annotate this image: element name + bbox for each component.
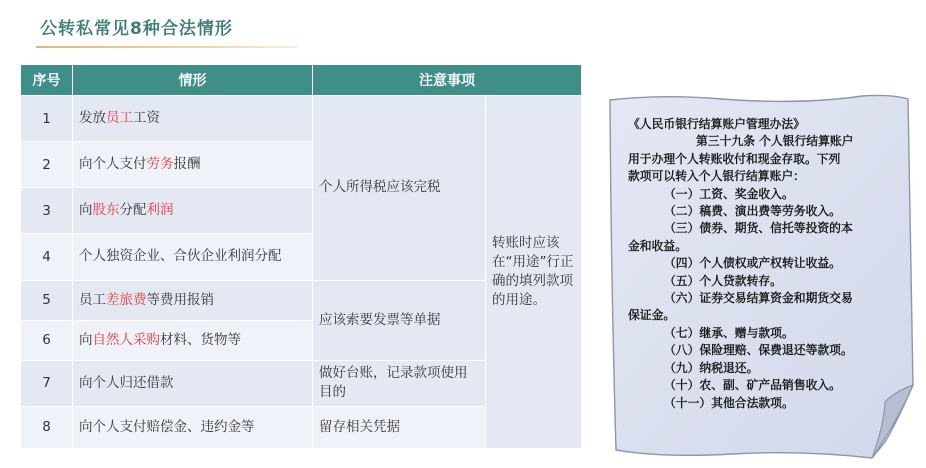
case-cell	[73, 280, 313, 320]
case-cell	[73, 320, 313, 360]
note-general: 转账时应该在“用途”行正确的填列款项的用途。	[486, 96, 582, 449]
regulation-source: 《人民币银行结算账户管理办法》	[628, 117, 805, 131]
header-notes: 注意事项	[313, 65, 582, 96]
page-title: 公转私常见8种合法情形	[40, 19, 233, 39]
regulation-text	[628, 116, 894, 412]
note-invoice: 应该索要发票等单据	[313, 280, 486, 360]
case-text: 员工	[79, 291, 106, 308]
case-cell	[73, 142, 313, 188]
row-number: 4	[21, 234, 73, 280]
row-number: 1	[21, 96, 73, 142]
case-text: 材料、货物等	[160, 331, 241, 348]
table-header-row	[21, 65, 582, 96]
case-text: 等费用报销	[146, 291, 214, 308]
regulation-item: （十）农、副、矿产品销售收入。	[664, 378, 841, 393]
case-text: 向	[79, 202, 93, 219]
case-text: 向个人支付	[79, 156, 147, 173]
case-text: 报酬	[173, 156, 201, 173]
case-cell: 向个人支付赔偿金、违约金等	[73, 406, 313, 448]
regulation-item: （六）证券交易结算资金和期货交易	[664, 291, 853, 306]
regulation-item: （四）个人债权或产权转让收益。	[664, 256, 841, 271]
cases-table	[20, 64, 582, 449]
table-row	[21, 96, 582, 142]
case-cell: 向个人归还借款	[73, 360, 313, 406]
regulation-item: （七）继承、赠与款项。	[664, 325, 794, 340]
case-text: 向	[79, 331, 93, 348]
row-number: 3	[21, 188, 73, 234]
case-highlight: 员工	[106, 110, 133, 127]
case-text: 工资	[133, 110, 160, 127]
regulation-item: （一）工资、奖金收入。	[664, 186, 794, 201]
case-cell	[73, 188, 313, 234]
note-voucher: 留存相关凭据	[313, 406, 486, 448]
case-text: 分配	[119, 202, 147, 219]
regulation-article: 第三十九条 个人银行结算账户	[696, 134, 854, 149]
regulation-line: 款项可以转入个人银行结算账户：	[628, 169, 805, 184]
regulation-item-continued: 保证金。	[628, 308, 676, 323]
row-number: 7	[21, 360, 73, 406]
title-underline	[36, 46, 298, 48]
note-tax: 个人所得税应该完税	[313, 96, 486, 280]
case-highlight: 差旅费	[106, 291, 147, 308]
regulation-item: （十一）其他合法款项。	[664, 395, 794, 410]
row-number: 2	[21, 142, 73, 188]
regulation-line: 用于办理个人转账收付和现金存取。下列	[628, 151, 841, 166]
regulation-item: （八）保险理赔、保费退还等款项。	[664, 343, 853, 358]
case-cell: 个人独资企业、合伙企业利润分配	[73, 234, 313, 280]
case-cell	[73, 96, 313, 142]
row-number: 8	[21, 406, 73, 448]
regulation-item: （三）债券、期货、信托等投资的本	[664, 221, 853, 236]
regulation-item: （九）纳税退还。	[664, 360, 759, 375]
regulation-item: （五）个人贷款转存。	[664, 273, 782, 288]
regulation-note-card	[602, 90, 924, 462]
regulation-item-continued: 金和收益。	[628, 238, 687, 253]
header-seq: 序号	[21, 65, 73, 96]
case-highlight: 自然人采购	[92, 331, 160, 348]
case-highlight: 劳务	[146, 156, 174, 173]
case-text: 发放	[79, 110, 106, 127]
row-number: 5	[21, 280, 73, 320]
case-highlight: 股东	[92, 202, 120, 219]
note-ledger: 做好台账，记录款项使用目的	[313, 360, 486, 406]
header-case: 情形	[73, 65, 313, 96]
regulation-item: （二）稿费、演出费等劳务收入。	[664, 204, 841, 219]
row-number: 6	[21, 320, 73, 360]
case-highlight: 利润	[146, 202, 174, 219]
